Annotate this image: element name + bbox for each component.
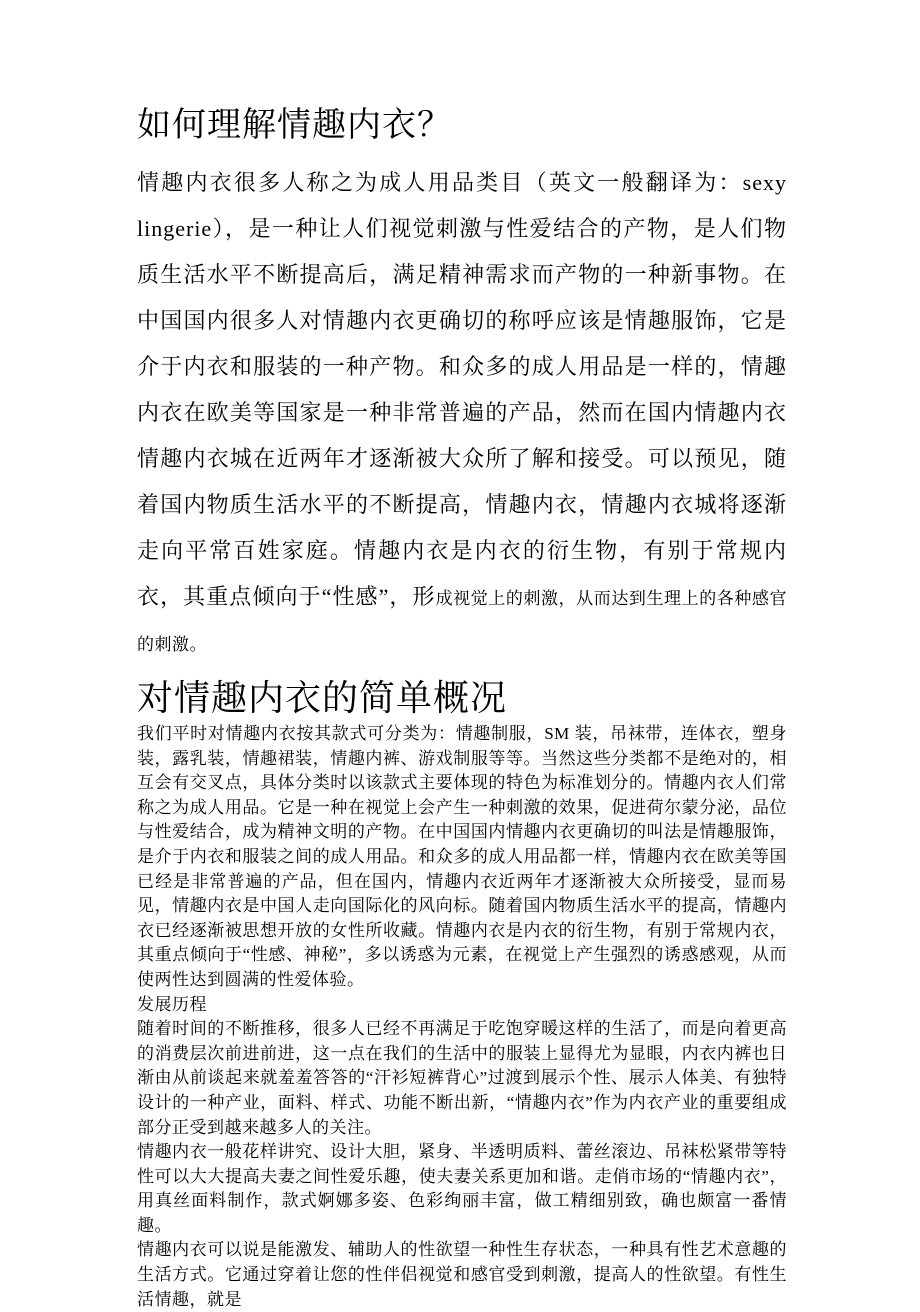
intro-paragraph-large-text: 情趣内衣很多人称之为成人用品类目（英文一般翻译为：sexy lingerie），是一种让人们视觉刺激与性爱结合的产物，是人们物质生活水平不断提高后，满足精神需求而产物的一种新事物。在中国国内很多人对情趣内衣更确切的称呼应该是情趣服饰，它是介于内衣和服装的一种产物。和众多的成人用品是一样的，情趣内衣在欧美等国家是一种非常普遍的产品，然而在国内情趣内衣情趣内衣城在近两年才逐渐被大众所了解和接受。可以预见，随着国内物质生活水平的不断提高，情趣内衣，情趣内衣城将逐渐走向平常百姓家庭。情趣内衣是内衣的衍生物，有别于常规内衣，其重点倾向于“性感”，形 (137, 170, 787, 609)
features-paragraph: 情趣内衣一般花样讲究、设计大胆，紧身、半透明质料、蕾丝滚边、吊袜松紧带等特性可以大大提高夫妻之间性爱乐趣，使夫妻关系更加和谐。走俏市场的“情趣内衣”，用真丝面料制作，款式婀娜多姿、色彩绚丽丰富，做工精细别致，确也颇富一番情趣。 (137, 1142, 787, 1235)
page-title: 如何理解情趣内衣？ (137, 107, 452, 144)
overview-paragraph: 我们平时对情趣内衣按其款式可分类为：情趣制服，SM 装，吊袜带，连体衣，塑身装，露乳装，情趣裙装，情趣内裤、游戏制服等等。当然这些分类都不是绝对的，相互会有交叉点，具体分类时以该款式主要体现的特色为标准划分的。情趣内衣人们常称之为成人用品。它是一种在视觉上会产生一种刺激的效果，促进荷尔蒙分泌，品位与性爱结合，成为精神文明的产物。在中国国内情趣内衣更确切的叫法是情趣服饰，是介于内衣和服装之间的成人用品。和众多的成人用品都一样，情趣内衣在欧美等国已经是非常普遍的产品，但在国内，情趣内衣近两年才逐渐被大众所接受，显而易见，情趣内衣是中国人走向国际化的风向标。随着国内物质生活水平的提高，情趣内衣已经逐渐被思想开放的女性所收藏。情趣内衣是内衣的衍生物，有别于常规内衣，其重点倾向于“性感、神秘”，多以诱惑为元素，在视觉上产生强烈的诱惑感观，从而使两性达到圆满的性爱体验。 (137, 724, 787, 989)
intro-paragraph-small-text: 成视觉上的刺激，从而达到生理上的各种感官的刺激。 (137, 589, 787, 654)
section-title-overview: 对情趣内衣的简单概况 (137, 678, 508, 718)
history-subtitle: 发展历程 (137, 994, 207, 1014)
intro-paragraph (137, 160, 787, 666)
lifestyle-paragraph: 情趣内衣可以说是能激发、辅助人的性欲望一种性生存状态，一种具有性艺术意趣的生活方式。它通过穿着让您的性伴侣视觉和感官受到刺激，提高人的性欲望。有性生活情趣，就是 (137, 1240, 787, 1309)
history-paragraph: 随着时间的不断推移，很多人已经不再满足于吃饱穿暖这样的生活了，而是向着更高的消费层次前进前进，这一点在我们的生活中的服装上显得尤为显眼，内衣内裤也日渐由从前谈起来就羞羞答答的“汗衫短裤背心”过渡到展示个性、展示人体美、有独特设计的一种产业，面料、样式、功能不断出新，“情趣内衣”作为内衣产业的重要组成部分正受到越来越多人的关注。 (137, 1019, 787, 1137)
